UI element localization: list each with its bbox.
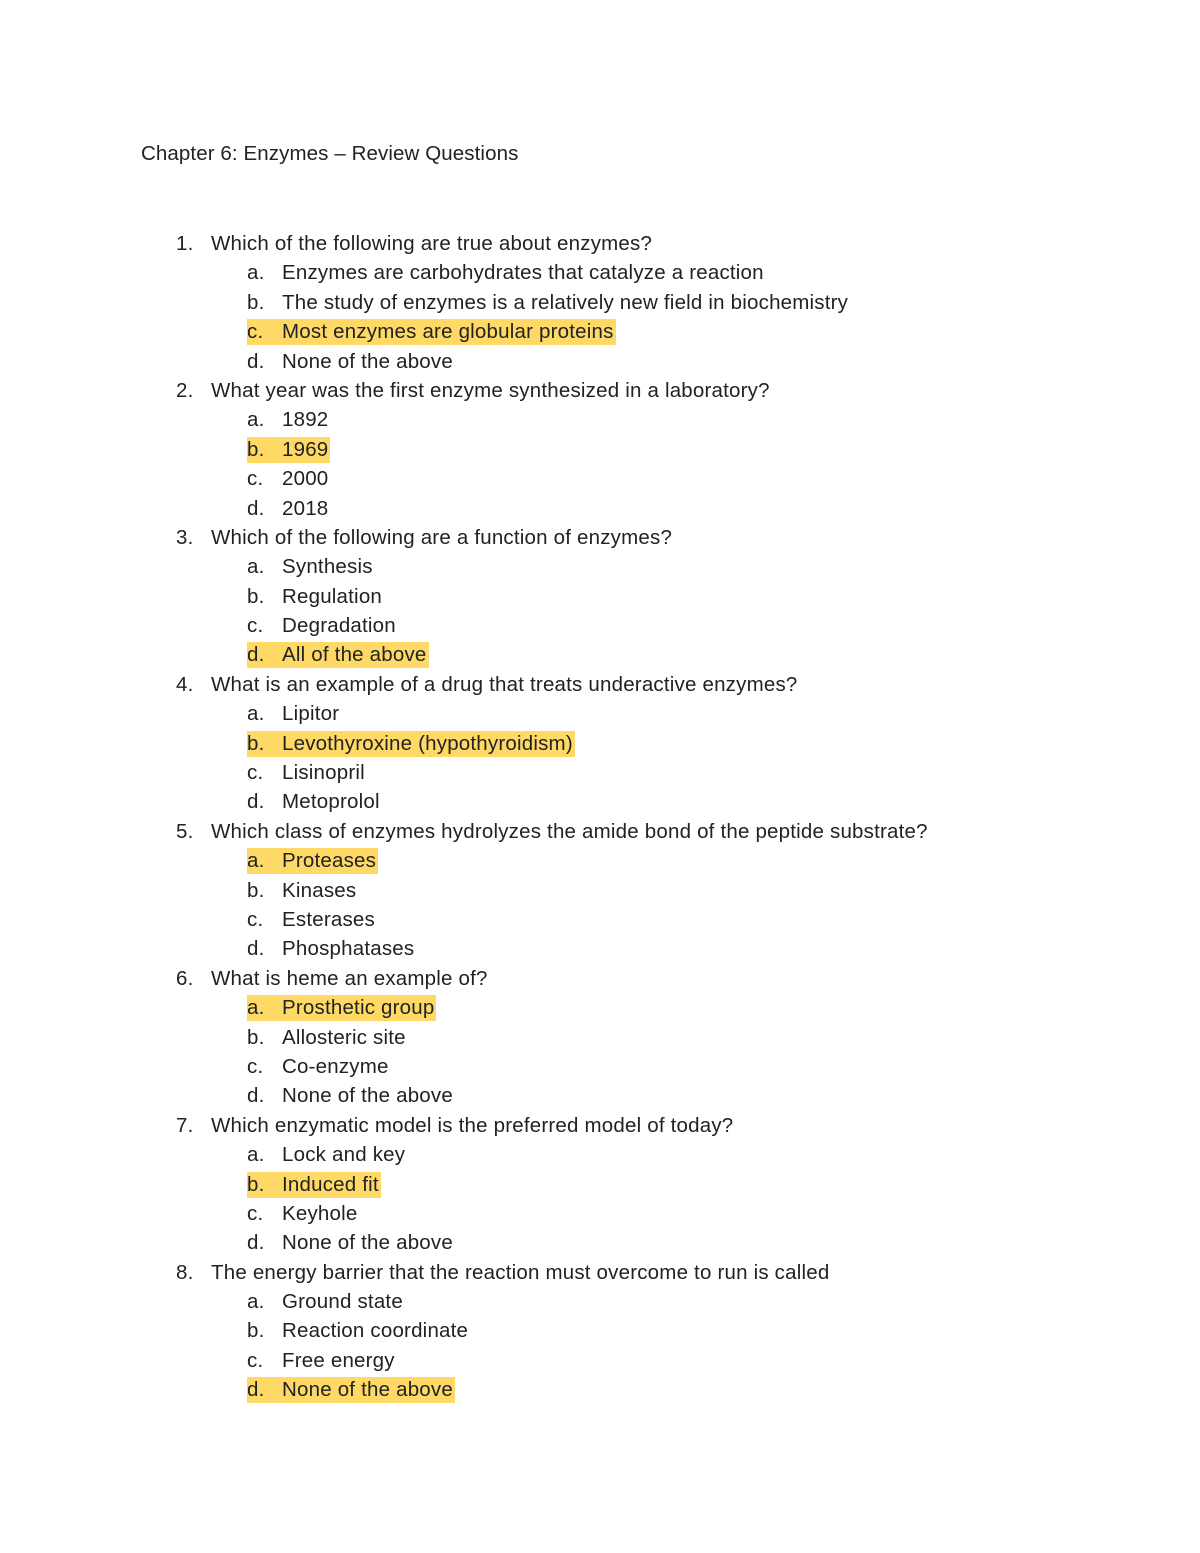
option-text: 1969 [282,437,329,461]
answer [247,1201,359,1227]
answer-option [0,1346,1200,1375]
answer-option [0,258,1200,287]
option-text: Kinases [282,878,357,902]
answer-option [0,552,1200,581]
answer [247,1054,391,1080]
option-letter: a. [247,261,265,285]
answer-option [0,905,1200,934]
question-text: Which of the following are true about enzymes? [211,232,653,255]
question-number: 4. [176,672,194,696]
option-text: Free energy [282,1348,395,1372]
answer [247,1083,455,1109]
option-text: Lisinopril [282,761,365,785]
question [0,376,1200,405]
answer [247,496,330,522]
answer [247,1230,455,1256]
option-text: 2018 [282,496,329,520]
question-text: Which class of enzymes hydrolyzes the amide bond of the peptide substrate? [211,819,928,843]
option-letter: b. [247,1025,265,1049]
option-letter: b. [247,878,265,902]
answer [247,789,382,815]
question [0,817,1200,846]
option-letter: b. [247,290,265,314]
answer [247,1025,408,1051]
answer-option [0,1052,1200,1081]
option-text: Esterases [282,907,375,931]
question-text: What is heme an example of? [211,966,488,990]
option-letter: d. [247,1378,265,1402]
question-number: 1. [176,232,194,255]
option-text: Reaction coordinate [282,1319,469,1343]
question [0,229,1200,258]
answer-option [0,846,1200,875]
question-text: The energy barrier that the reaction must overcome to run is called [211,1260,830,1284]
answer [247,613,398,639]
option-text: None of the above [282,349,453,373]
option-text: Induced fit [282,1172,379,1196]
answer-option [0,1228,1200,1257]
answer-option [0,611,1200,640]
answer-option [0,317,1200,346]
answer-option [0,758,1200,787]
answer [247,349,455,375]
option-letter: c. [247,761,264,785]
option-letter: d. [247,1231,265,1255]
highlighted-correct-answer [247,642,429,668]
option-letter: b. [247,1319,265,1343]
question [0,964,1200,993]
option-text: Phosphatases [282,937,415,961]
option-text: Regulation [282,584,383,608]
question-list [0,229,1200,1405]
option-letter: a. [247,996,265,1020]
option-letter: d. [247,643,265,667]
option-text: Lock and key [282,1143,406,1167]
answer-option [0,729,1200,758]
answer-option [0,582,1200,611]
option-letter: c. [247,1201,264,1225]
question-number: 2. [176,378,194,402]
option-text: Levothyroxine (hypothyroidism) [282,731,573,755]
question [0,670,1200,699]
option-text: 2000 [282,467,329,491]
option-text: None of the above [282,1231,453,1255]
option-text: Metoprolol [282,790,380,814]
option-text: Most enzymes are globular proteins [282,320,614,344]
option-text: Degradation [282,614,396,638]
question-number: 3. [176,525,194,549]
highlighted-correct-answer [247,437,330,463]
option-letter: a. [247,408,265,432]
answer [247,701,341,727]
answer-option [0,464,1200,493]
answer-option [0,934,1200,963]
answer-option [0,494,1200,523]
question-number: 5. [176,819,194,843]
answer [247,1142,407,1168]
answer-option [0,1316,1200,1345]
highlighted-correct-answer [247,319,616,345]
option-letter: c. [247,467,264,491]
option-letter: a. [247,1143,265,1167]
option-text: Allosteric site [282,1025,406,1049]
highlighted-correct-answer [247,1172,381,1198]
option-letter: b. [247,1172,265,1196]
question-number: 8. [176,1260,194,1284]
option-letter: a. [247,1290,265,1314]
answer-option [0,699,1200,728]
answer-option [0,405,1200,434]
answer [247,466,330,492]
option-letter: c. [247,907,264,931]
question-number: 6. [176,966,194,990]
option-letter: c. [247,614,264,638]
answer [247,936,416,962]
answer-option [0,993,1200,1022]
answer-option [0,1170,1200,1199]
answer [247,554,375,580]
highlighted-correct-answer [247,731,575,757]
option-text: Co-enzyme [282,1054,389,1078]
answer-option [0,1081,1200,1110]
answer-option [0,1287,1200,1316]
answer-option [0,876,1200,905]
answer [247,407,330,433]
answer-option [0,1140,1200,1169]
option-text: All of the above [282,643,427,667]
question-text: What year was the first enzyme synthesized in a laboratory? [211,378,770,402]
question-number: 7. [176,1113,194,1137]
highlighted-correct-answer [247,848,378,874]
option-letter: d. [247,1084,265,1108]
question-text: Which enzymatic model is the preferred model of today? [211,1113,734,1137]
answer-option [0,347,1200,376]
option-letter: a. [247,555,265,579]
answer-option [0,1023,1200,1052]
answer [247,290,850,316]
question-text: Which of the following are a function of enzymes? [211,525,673,549]
option-letter: a. [247,702,265,726]
highlighted-correct-answer [247,1377,455,1403]
highlighted-correct-answer [247,995,436,1021]
page-title: Chapter 6: Enzymes – Review Questions [141,142,519,165]
answer [247,1289,405,1315]
option-letter: d. [247,496,265,520]
option-letter: b. [247,731,265,755]
option-letter: d. [247,349,265,373]
option-text: None of the above [282,1084,453,1108]
option-text: The study of enzymes is a relatively new field in biochemistry [282,290,849,314]
answer [247,1318,470,1344]
option-letter: c. [247,320,264,344]
answer-option [0,1199,1200,1228]
option-text: Ground state [282,1290,403,1314]
answer-option [0,1375,1200,1404]
option-text: Synthesis [282,555,373,579]
option-letter: d. [247,790,265,814]
answer [247,584,384,610]
answer-option [0,288,1200,317]
option-text: 1892 [282,408,329,432]
option-letter: d. [247,937,265,961]
option-text: Proteases [282,849,377,873]
answer [247,1348,397,1374]
option-letter: c. [247,1054,264,1078]
option-text: None of the above [282,1378,453,1402]
answer [247,260,766,286]
answer [247,878,358,904]
option-text: Keyhole [282,1201,358,1225]
question [0,1258,1200,1287]
question-text: What is an example of a drug that treats underactive enzymes? [211,672,798,696]
option-letter: c. [247,1348,264,1372]
option-letter: b. [247,437,265,461]
question [0,1111,1200,1140]
option-text: Enzymes are carbohydrates that catalyze a reaction [282,261,764,285]
answer-option [0,435,1200,464]
question [0,523,1200,552]
answer-option [0,787,1200,816]
answer [247,907,377,933]
answer [247,760,367,786]
option-text: Lipitor [282,702,340,726]
option-text: Prosthetic group [282,996,435,1020]
option-letter: a. [247,849,265,873]
answer-option [0,640,1200,669]
option-letter: b. [247,584,265,608]
